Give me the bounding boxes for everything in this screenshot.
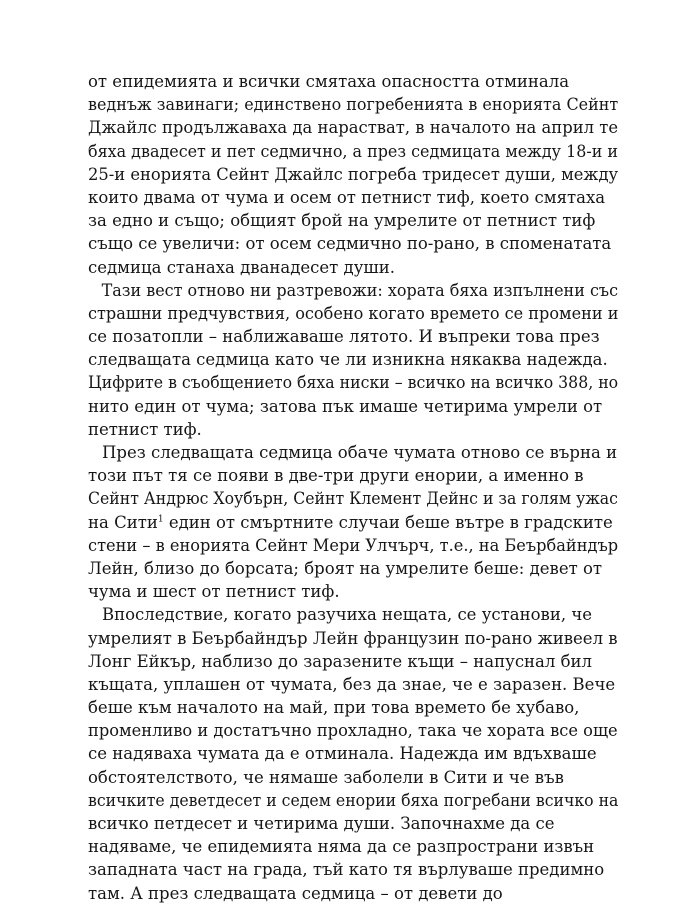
text-line: обстоятелството, че нямаше заболели в Сити и че във bbox=[88, 767, 564, 787]
paragraph-4 bbox=[88, 603, 618, 904]
text-segment: един от смъртните случаи беше вътре в градските bbox=[168, 512, 613, 532]
text-line: се позатопли – наближаваше лятото. И въпреки това през bbox=[88, 327, 600, 347]
text-line: които двама от чума и осем от петнист тиф, което смятаха bbox=[88, 187, 606, 207]
text-line: стени – в енорията Сейнт Мери Улчърч, т.е., на Беърбайндър bbox=[88, 535, 619, 555]
body-text bbox=[88, 70, 618, 905]
text-line: Сейнт Андрюс Хоубърн, Сейнт Клемент Дейнс и за голям ужас bbox=[88, 489, 618, 509]
text-line: веднъж завинаги; единствено погребенията в енорията Сейнт bbox=[88, 95, 619, 115]
footnote-marker[interactable]: 1 bbox=[157, 514, 164, 525]
text-line: западната част на града, тъй като тя върлуваше предимно bbox=[88, 860, 605, 880]
text-line: Лонг Ейкър, наблизо до заразените къщи – напуснал бил bbox=[88, 651, 593, 671]
text-line-with-footnote bbox=[88, 511, 618, 534]
text-line: беше към началото на май, при това времето бе хубаво, bbox=[88, 698, 580, 718]
text-line: Впоследствие, когато разучиха нещата, се установи, че bbox=[102, 605, 592, 625]
paragraph-1 bbox=[88, 70, 618, 279]
text-line: бяха двадесет и пет седмично, а през седмицата между 18-и и bbox=[88, 141, 619, 161]
text-line: Джайлс продължаваха да нарастват, в началото на април те bbox=[88, 118, 619, 138]
text-line: там. А през следващата седмица – от девети до bbox=[88, 883, 503, 903]
paragraph-2 bbox=[88, 279, 618, 441]
text-line: Тази вест отново ни разтревожи: хората бяха изпълнени със bbox=[101, 280, 619, 300]
text-line: променливо и достатъчно прохладно, така че хората все още bbox=[88, 721, 618, 741]
text-segment: на Сити bbox=[88, 512, 158, 532]
text-line: също се увеличи: от осем седмично по-рано, в споменатата bbox=[88, 234, 612, 254]
text-line: следващата седмица като че ли изникна някаква надежда. bbox=[88, 350, 608, 370]
text-line: надяваме, че епидемията няма да се разпространи извън bbox=[88, 837, 595, 857]
text-line: седмица станаха дванадесет души. bbox=[88, 257, 395, 277]
paragraph-3 bbox=[88, 441, 618, 603]
text-line: През следващата седмица обаче чумата отново се върна и bbox=[102, 443, 618, 462]
text-line: всичките деветдесет и седем енории бяха погребани всичко на bbox=[88, 790, 619, 810]
text-line: за едно и също; общият брой на умрелите от петнист тиф bbox=[88, 211, 596, 231]
text-line: от епидемията и всички смятаха опасността отминала bbox=[88, 72, 570, 91]
text-line: умрелият в Беърбайндър Лейн французин по-рано живеел в bbox=[88, 628, 618, 648]
text-line: чума и шест от петнист тиф. bbox=[88, 582, 340, 602]
text-line: този път тя се появи в две-три други енории, а именно в bbox=[88, 466, 584, 486]
text-line: се надяваха чумата да е отминала. Надежда им вдъхваше bbox=[88, 744, 597, 764]
text-line: къщата, уплашен от чумата, без да знае, че е заразен. Вече bbox=[88, 674, 616, 694]
text-line: страшни предчувствия, особено когато времето се промени и bbox=[88, 303, 619, 323]
text-line: Лейн, близо до борсата; броят на умрелите беше: девет от bbox=[88, 558, 603, 578]
text-line: 25-и енорията Сейнт Джайлс погреба тридесет души, между bbox=[88, 164, 619, 184]
text-line: всичко петдесет и четирима души. Започнахме да се bbox=[88, 814, 555, 833]
text-line: петнист тиф. bbox=[88, 419, 202, 439]
text-line: Цифрите в съобщението бяха ниски – всичко на всичко 388, но bbox=[88, 373, 619, 393]
text-line: нито един от чума; затова пък имаше четирима умрели от bbox=[88, 396, 603, 416]
